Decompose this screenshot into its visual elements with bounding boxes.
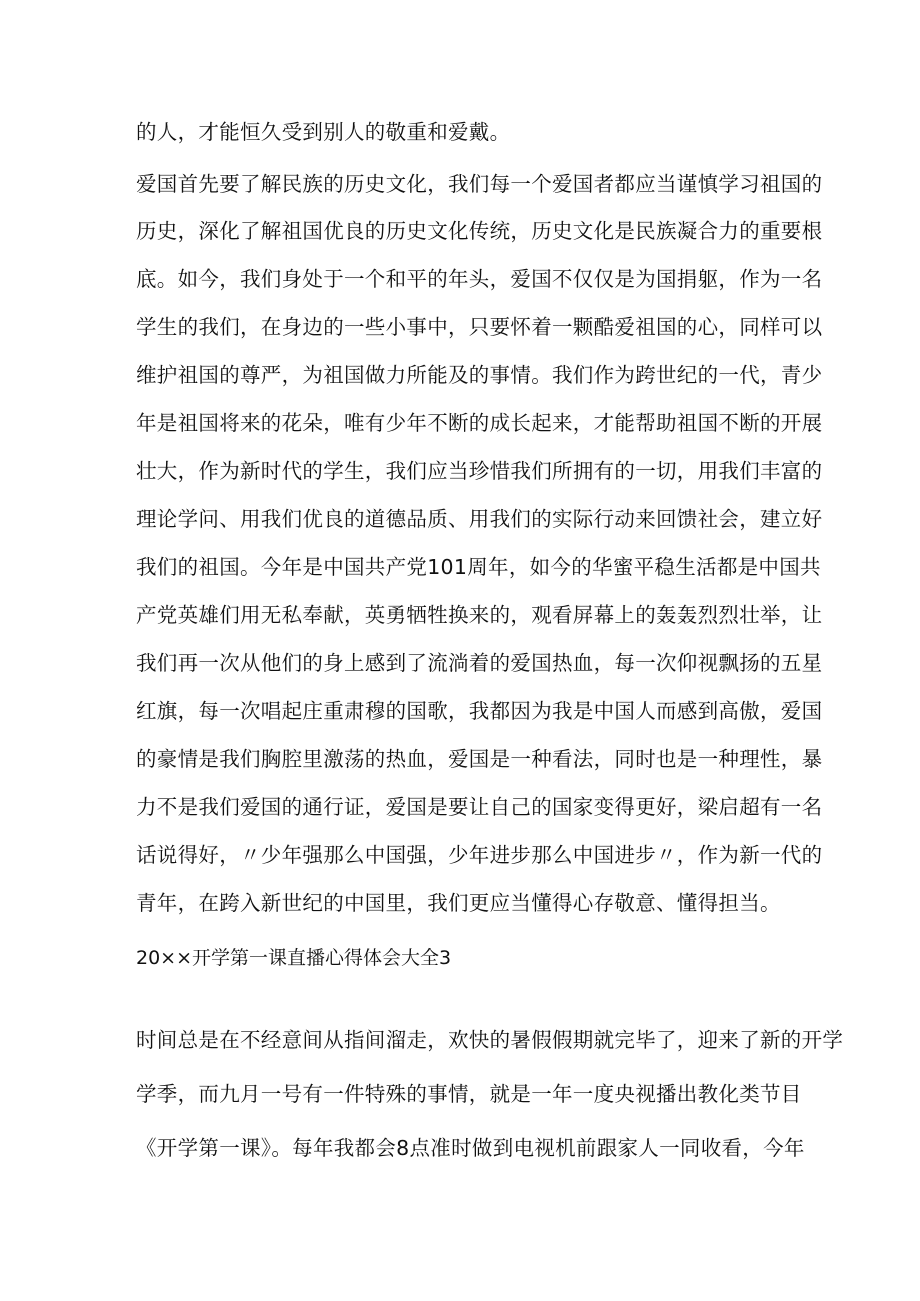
paragraph-2-line-4: 学生的我们，在身边的一些小事中，只要怀着一颗酷爱祖国的心，同样可以	[136, 315, 823, 339]
paragraph-2-line-1: 爱国首先要了解民族的历史文化，我们每一个爱国者都应当谨慎学习祖国的	[136, 172, 823, 196]
paragraph-2-line-16: 青年，在跨入新世纪的中国里，我们更应当懂得心存敬意、懂得担当。	[136, 891, 781, 915]
paragraph-2-line-14: 力不是我们爱国的通行证，爱国是要让自己的国家变得更好，梁启超有一名	[136, 795, 823, 819]
paragraph-2-line-5: 维护祖国的尊严，为祖国做力所能及的事情。我们作为跨世纪的一代，青少	[136, 363, 823, 387]
paragraph-2-line-11: 我们再一次从他们的身上感到了流淌着的爱国热血，每一次仰视飘扬的五星	[136, 651, 823, 675]
paragraph-2-line-15: 话说得好，〃少年强那么中国强，少年进步那么中国进步〃，作为新一代的	[136, 843, 823, 867]
paragraph-3-line-2: 学季，而九月一号有一件特殊的事情，就是一年一度央视播出教化类节目	[136, 1082, 802, 1106]
paragraph-2-line-8: 理论学问、用我们优良的道德品质、用我们的实际行动来回馈社会，建立好	[136, 507, 823, 531]
paragraph-3-line-3: 《开学第一课》。每年我都会8点准时做到电视机前跟家人一同收看，今年	[136, 1136, 805, 1160]
section-heading: 20××开学第一课直播心得体会大全3	[136, 947, 452, 969]
paragraph-3-line-1: 时间总是在不经意间从指间溜走，欢快的暑假假期就完毕了，迎来了新的开学	[136, 1028, 844, 1052]
paragraph-2-line-6: 年是祖国将来的花朵，唯有少年不断的成长起来，才能帮助祖国不断的开展	[136, 411, 823, 435]
paragraph-2-line-9: 我们的祖国。今年是中国共产党101周年，如今的华蜜平稳生活都是中国共	[136, 555, 821, 579]
paragraph-2-line-12: 红旗，每一次唱起庄重肃穆的国歌，我都因为我是中国人而感到高傲，爱国	[136, 699, 823, 723]
paragraph-2-line-2: 历史，深化了解祖国优良的历史文化传统，历史文化是民族凝合力的重要根	[136, 219, 823, 243]
paragraph-2-line-10: 产党英雄们用无私奉献，英勇牺牲换来的，观看屏幕上的轰轰烈烈壮举，让	[136, 603, 823, 627]
paragraph-2-line-3: 底。如今，我们身处于一个和平的年头，爱国不仅仅是为国捐躯，作为一名	[136, 267, 823, 291]
paragraph-2-line-13: 的豪情是我们胸腔里激荡的热血，爱国是一种看法，同时也是一种理性，暴	[136, 747, 823, 771]
paragraph-2-line-7: 壮大，作为新时代的学生，我们应当珍惜我们所拥有的一切，用我们丰富的	[136, 459, 823, 483]
paragraph-1-line-1: 的人，才能恒久受到别人的敬重和爱戴。	[136, 120, 511, 144]
